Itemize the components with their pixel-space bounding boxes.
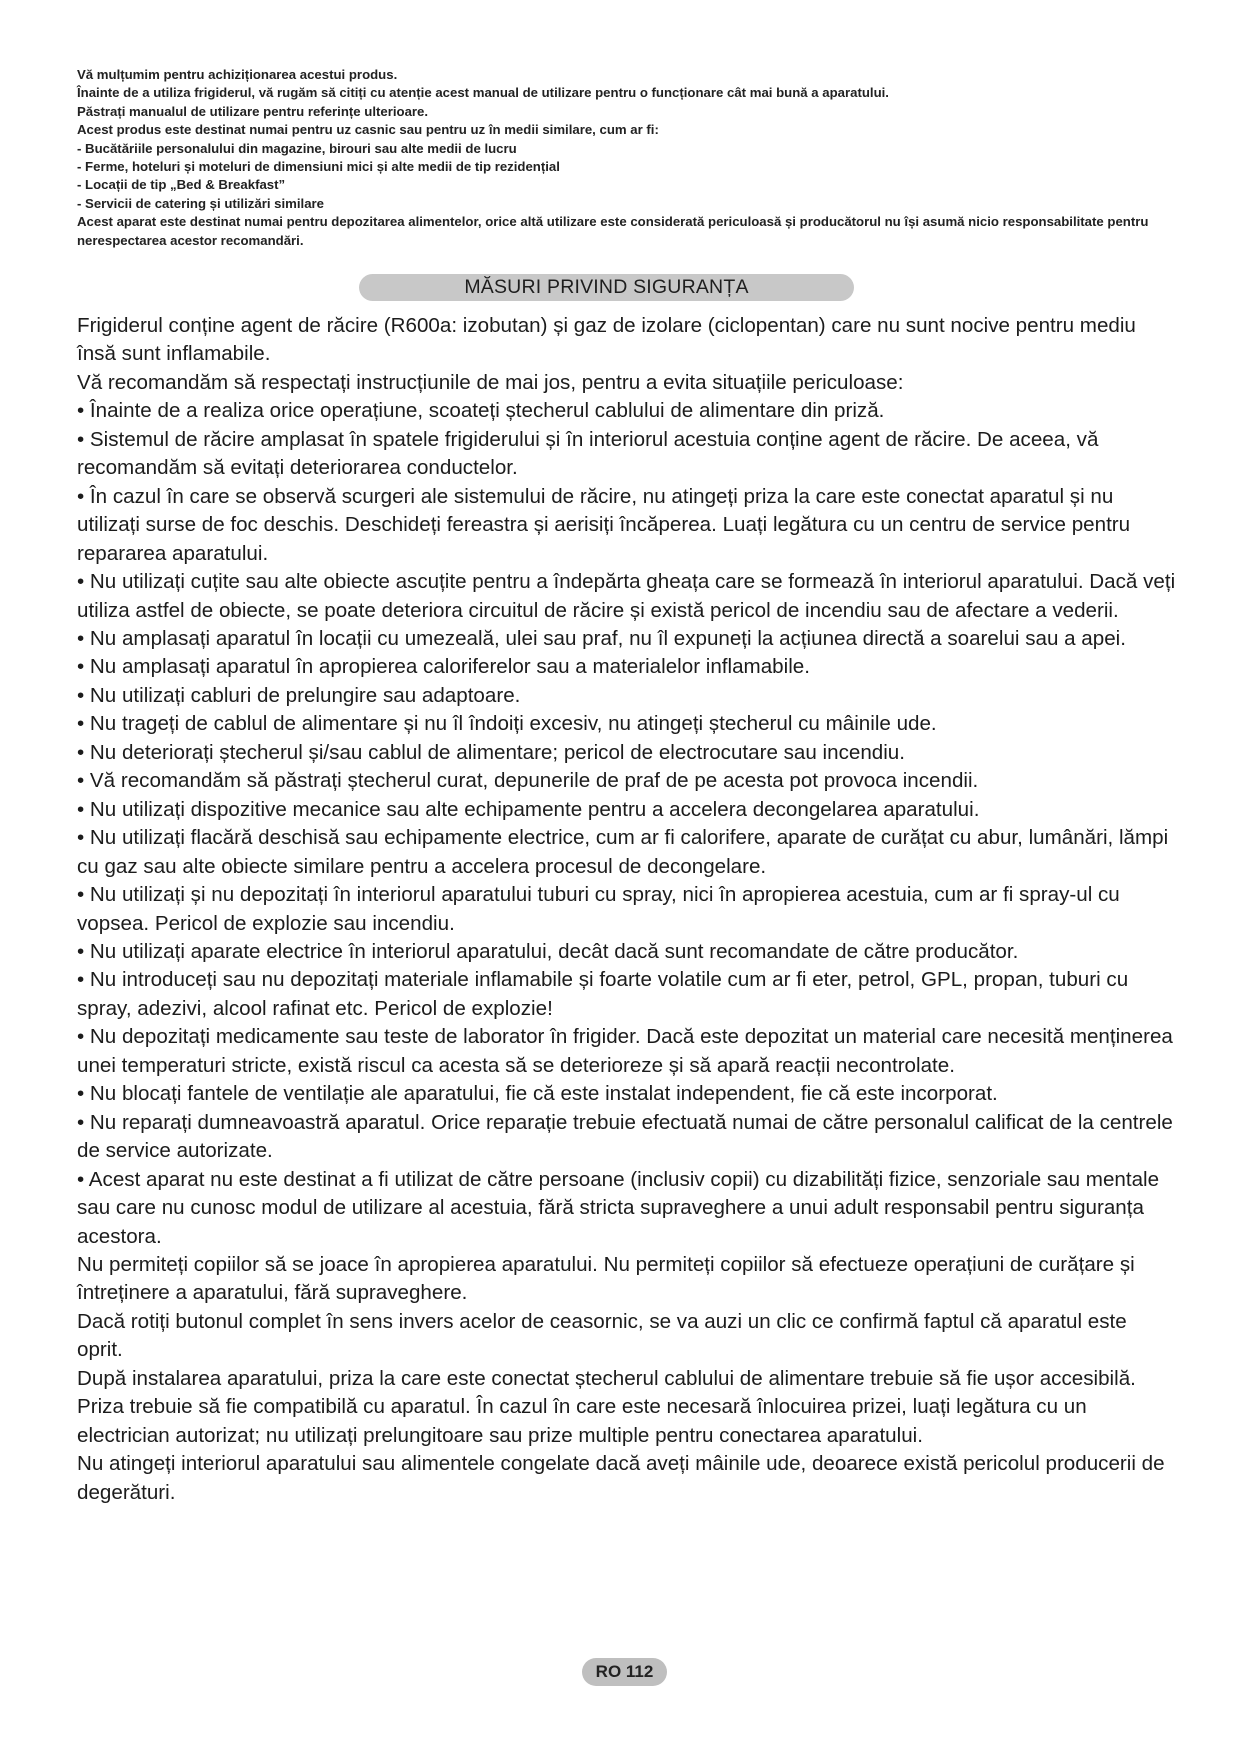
- intro-line: Acest aparat este destinat numai pentru depozitarea alimentelor, orice altă utilizare este considerată periculoasă și producătorul nu își asumă nicio responsabilitate pentru nerespectarea acestor recomandări.: [77, 214, 1149, 248]
- paragraph: • Nu amplasați aparatul în apropierea caloriferelor sau a materialelor inflamabile.: [77, 655, 810, 679]
- paragraph: • Nu utilizați cuțite sau alte obiecte ascuțite pentru a îndepărta gheața care se formează în interiorul aparatului. Dacă veți utiliza astfel de obiecte, se poate deteriora circuitul de răcire și există pericol de incendiu sau de afectare a vederii.: [77, 570, 1176, 622]
- paragraph: • Nu utilizați aparate electrice în interiorul aparatului, decât dacă sunt recomandate de către producător.: [77, 939, 1019, 963]
- paragraph: După instalarea aparatului, priza la care este conectat ștecherul cablului de alimentare trebuie să fie ușor accesibilă.: [77, 1366, 1136, 1390]
- intro-line: - Bucătăriile personalului din magazine, birouri sau alte medii de lucru: [77, 140, 517, 156]
- paragraph: Nu permiteți copiilor să se joace în apropierea aparatului. Nu permiteți copiilor să efectueze operațiuni de curățare și întreținere a aparatului, fără supraveghere.: [77, 1252, 1135, 1305]
- intro-line: Vă mulțumim pentru achiziționarea acestui produs.: [77, 67, 398, 82]
- paragraph: • Nu trageți de cablul de alimentare și nu îl îndoiți excesiv, nu atingeți ștecherul cu mâinile ude.: [77, 712, 937, 736]
- intro-line: Păstrați manualul de utilizare pentru referințe ulterioare.: [77, 103, 429, 119]
- page-number-badge: RO 112: [582, 1658, 667, 1686]
- paragraph: Frigiderul conține agent de răcire (R600a: izobutan) și gaz de izolare (ciclopentan) care nu sunt nocive pentru mediu însă sunt inflamabile.: [77, 314, 1136, 366]
- intro-line: - Servicii de catering și utilizări similare: [77, 195, 325, 211]
- paragraph: • Acest aparat nu este destinat a fi utilizat de către persoane (inclusiv copii) cu dizabilități fizice, senzoriale sau mentale sau care nu cunosc modul de utilizare al acestuia, fără stricta supraveghere a unui adult responsabil pentru siguranța acestora.: [77, 1167, 1160, 1248]
- intro-line: - Ferme, hoteluri și moteluri de dimensiuni mici și alte medii de tip rezidențial: [77, 159, 560, 175]
- intro-block: [77, 66, 1167, 250]
- safety-text: [77, 312, 1177, 1507]
- paragraph: Nu atingeți interiorul aparatului sau alimentele congelate dacă aveți mâinile ude, deoarece există pericolul producerii de degerături.: [77, 1452, 1165, 1504]
- intro-line: Acest produs este destinat numai pentru uz casnic sau pentru uz în medii similare, cum ar fi:: [77, 122, 659, 138]
- paragraph: • Nu utilizați dispozitive mecanice sau alte echipamente pentru a accelera decongelarea aparatului.: [77, 797, 980, 821]
- paragraph: • Nu reparați dumneavoastră aparatul. Orice reparație trebuie efectuată numai de către personalul calificat de la centrele de service autorizate.: [77, 1110, 1173, 1163]
- paragraph: • Nu utilizați și nu depozitați în interiorul aparatului tuburi cu spray, nici în apropierea acestuia, cum ar fi spray-ul cu vopsea. Pericol de explozie sau incendiu.: [77, 883, 1120, 935]
- paragraph: • Înainte de a realiza orice operațiune, scoateți ștecherul cablului de alimentare din priză.: [77, 399, 885, 423]
- paragraph: • Nu deteriorați ștecherul și/sau cablul de alimentare; pericol de electrocutare sau incendiu.: [77, 740, 905, 764]
- paragraph: • Nu blocați fantele de ventilație ale aparatului, fie că este instalat independent, fie că este incorporat.: [77, 1082, 998, 1106]
- paragraph: Priza trebuie să fie compatibilă cu aparatul. În cazul în care este necesară înlocuirea prizei, luați legătura cu un electrician autorizat; nu utilizați prelungitoare sau prize multiple pentru conectarea aparatului.: [77, 1395, 1087, 1447]
- paragraph: Vă recomandăm să respectați instrucțiunile de mai jos, pentru a evita situațiile periculoase:: [77, 370, 904, 394]
- paragraph: • În cazul în care se observă scurgeri ale sistemului de răcire, nu atingeți priza la care este conectat aparatul și nu utilizați surse de foc deschis. Deschideți fereastra și aerisiți încăperea. Luați legătura cu un centru de service pentru repararea aparatului.: [77, 484, 1131, 565]
- paragraph: Dacă rotiți butonul complet în sens invers acelor de ceasornic, se va auzi un clic ce confirmă faptul că aparatul este oprit.: [77, 1309, 1127, 1362]
- paragraph: • Nu amplasați aparatul în locații cu umezeală, ulei sau praf, nu îl expuneți la acțiunea directă a soarelui sau a apei.: [77, 626, 1126, 650]
- paragraph: • Sistemul de răcire amplasat în spatele frigiderului și în interiorul acestuia conține agent de răcire. De aceea, vă recomandăm să evitați deteriorarea conductelor.: [77, 427, 1099, 480]
- paragraph: • Vă recomandăm să păstrați ștecherul curat, depunerile de praf de pe acesta pot provoca incendii.: [77, 769, 979, 793]
- section-title: MĂSURI PRIVIND SIGURANȚA: [359, 274, 854, 301]
- paragraph: • Nu introduceți sau nu depozitați materiale inflamabile și foarte volatile cum ar fi eter, petrol, GPL, propan, tuburi cu spray, adezivi, alcool rafinat etc. Pericol de explozie!: [77, 968, 1129, 1020]
- paragraph: • Nu depozitați medicamente sau teste de laborator în frigider. Dacă este depozitat un material care necesită menținerea unei temperaturi stricte, există riscul ca acesta să se deterioreze și să apară reacții necontrolate.: [77, 1025, 1173, 1077]
- intro-line: - Locații de tip „Bed & Breakfast”: [77, 177, 286, 193]
- intro-line: Înainte de a utiliza frigiderul, vă rugăm să citiți cu atenție acest manual de utilizare pentru o funcționare cât mai bună a aparatului.: [77, 85, 889, 101]
- paragraph: • Nu utilizați flacără deschisă sau echipamente electrice, cum ar fi calorifere, aparate de curățat cu abur, lumânări, lămpi cu gaz sau alte obiecte similare pentru a accelera procesul de decongelare.: [77, 826, 1169, 878]
- paragraph: • Nu utilizați cabluri de prelungire sau adaptoare.: [77, 683, 521, 707]
